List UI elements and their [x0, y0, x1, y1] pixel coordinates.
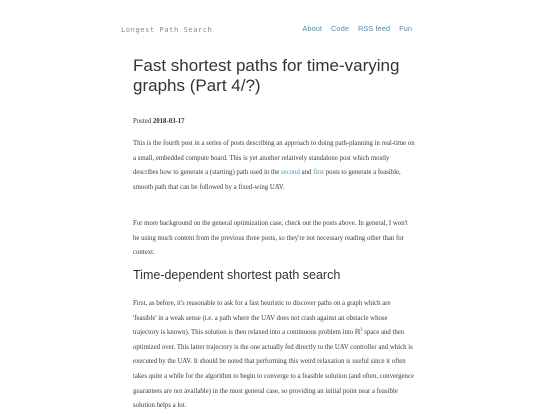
section-text-before: First, as before, it's reasonable to ask for a fast heuristic to discover paths on a graph which are 'feasible' in a weak sense (i.e. a path where the UAV does not crash against an obstacle whose trajectory is known). This solution is then relaxed into a continuous problem into ℝ: [133, 300, 391, 337]
nav-fun-link[interactable]: Fun: [399, 24, 412, 33]
nav-code-link[interactable]: Code: [331, 24, 349, 33]
posted-label: Posted: [133, 118, 152, 125]
intro-text-before: This is the fourth post in a series of posts describing an approach to doing path-planning in real-time on a small, embedded compute board. This is yet another relatively standalone post which mostly describes how to generate a (starting) path used in the: [133, 140, 415, 177]
intro-text-after: posts to generate a feasible, smooth path that can be followed by a fixed-wing UAV.: [133, 169, 401, 191]
section-paragraph: [133, 297, 415, 414]
section-heading: Time-dependent shortest path search: [133, 268, 341, 282]
second-post-link[interactable]: second: [280, 169, 300, 177]
post-title: Fast shortest paths for time-varying graphs (Part 4/?): [133, 56, 400, 95]
post-meta: [133, 118, 185, 125]
intro-text-mid: and: [301, 169, 312, 177]
background-paragraph: For more background on the general optimization case, check out the posts above. In general, I won't be using much content from the previous three posts, so they're not necessary reading other than for context.: [133, 220, 408, 257]
nav-about-link[interactable]: About: [302, 24, 323, 33]
superscript-3: 3: [360, 326, 363, 332]
section-text-after: space and then optimized over. This latter trajectory is the one actually fed directly to the UAV controller and which is executed by the UAV. It should be noted that performing this weird relaxation is useful since it often takes quite a while for the algorithm to begin to converge to a feasible solution (and often, convergence guarantees are not available) in the most general case, so providing an initial point near a feasible solution helps a lot.: [133, 329, 414, 410]
top-nav: [302, 24, 412, 33]
post-date: 2018-03-17: [152, 118, 185, 125]
nav-rss-feed-link[interactable]: RSS feed: [357, 24, 391, 33]
intro-paragraph: [133, 137, 415, 195]
first-post-link[interactable]: first: [313, 169, 325, 177]
site-title-link[interactable]: Longest Path Search: [121, 26, 213, 34]
